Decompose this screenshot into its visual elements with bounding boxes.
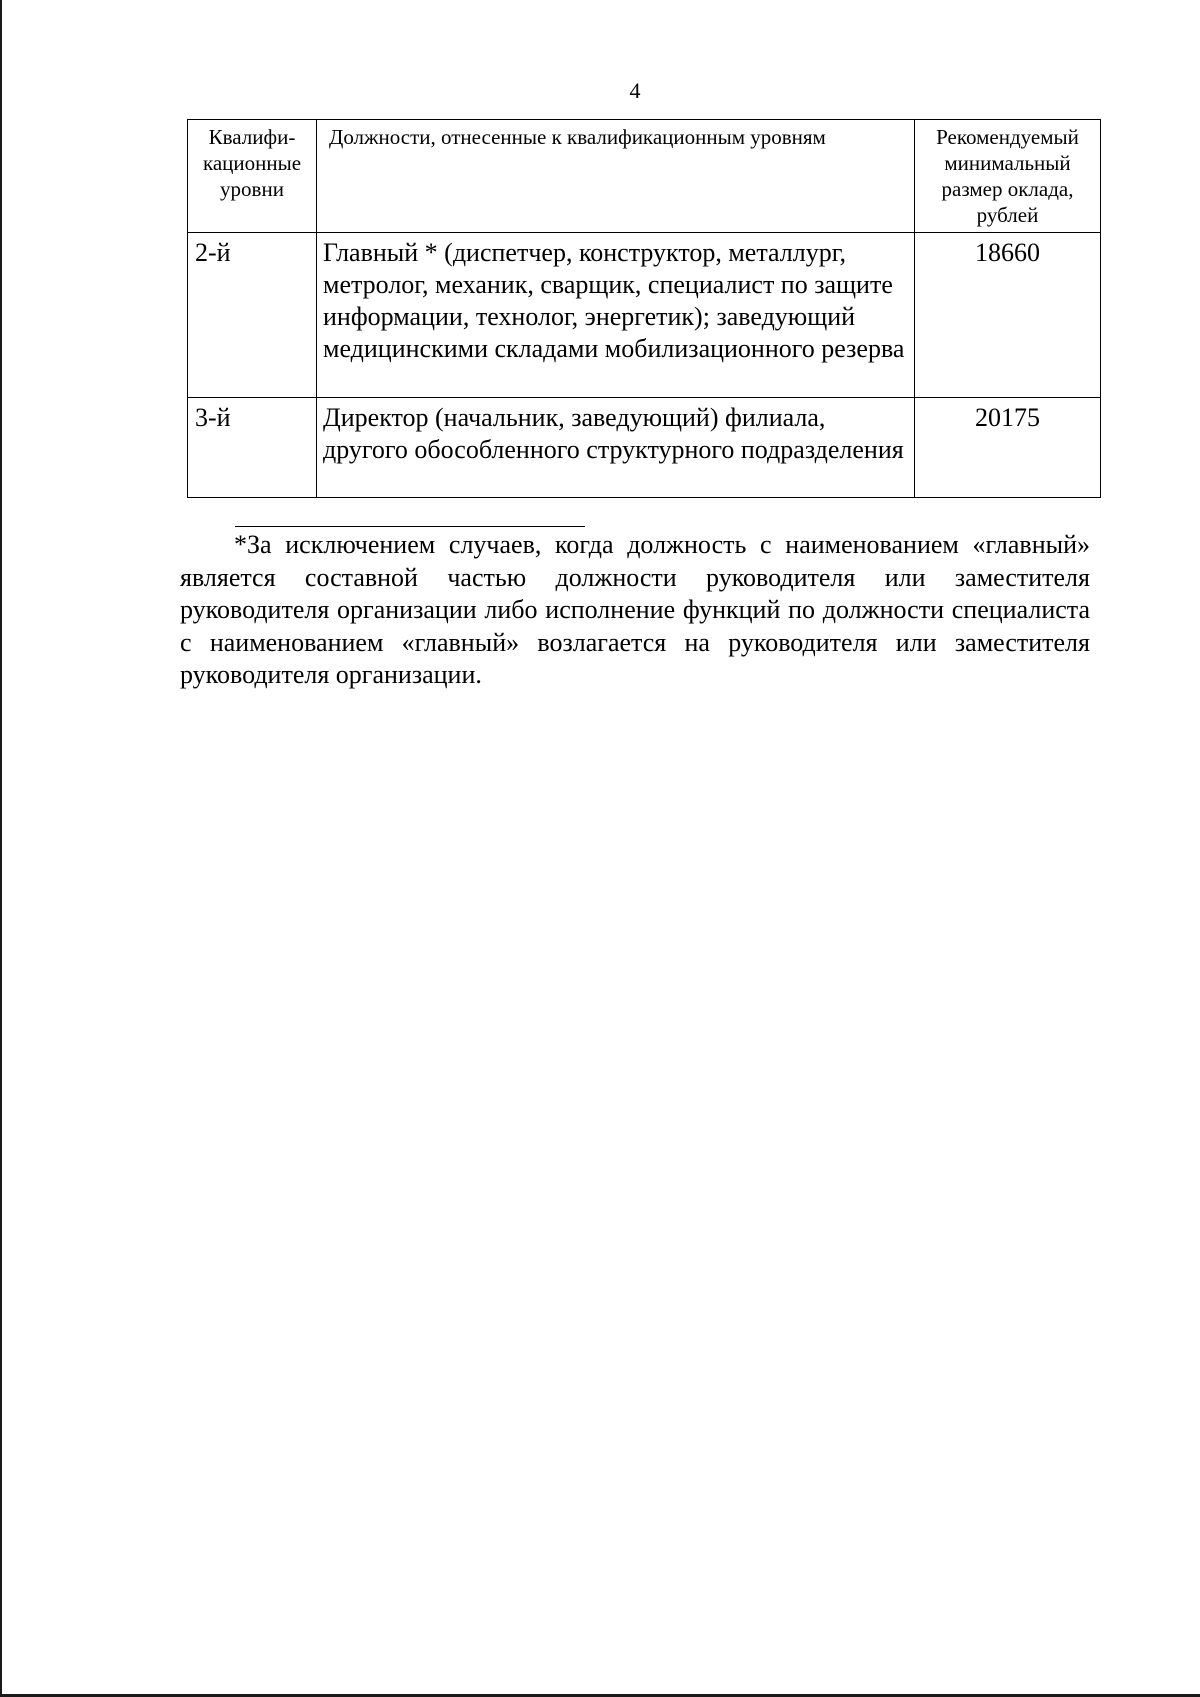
- header-qualification-levels-text: Квалифи- кационные уровни: [202, 125, 302, 201]
- table-row: [188, 233, 1101, 398]
- cell-positions: Главный * (диспетчер, конструктор, металлург, метролог, механик, сварщик, специалист по защите информации, технолог, энергетик); заведующий медицинскими складами мобилизационного резерва: [317, 233, 915, 398]
- header-qualification-levels: [188, 120, 317, 233]
- qualification-levels-table: [187, 119, 1101, 498]
- header-positions: [317, 120, 915, 233]
- footnote-text: *За исключением случаев, когда должность с наименованием «главный» является составной частью должности руководителя или заместителя руководителя организации либо исполнение функций по должности специалиста с наименованием «главный» возлагается на руководителя или заместителя руководителя организации.: [180, 530, 1090, 689]
- cell-salary: 20175: [915, 398, 1101, 498]
- header-salary: [915, 120, 1101, 233]
- header-salary-text: Рекомендуемый минимальный размер оклада, рублей: [936, 125, 1079, 227]
- header-positions-text: Должности, отнесенные к квалификационным уровням: [329, 125, 826, 149]
- table-row: [188, 398, 1101, 498]
- page-number: 4: [629, 78, 641, 103]
- cell-salary: 18660: [915, 233, 1101, 398]
- footnote-separator: [235, 526, 585, 527]
- table-header-row: [188, 120, 1101, 233]
- cell-positions: Директор (начальник, заведующий) филиала, другого обособленного структурного подразделения: [317, 398, 915, 498]
- cell-level: 3-й: [188, 398, 317, 498]
- cell-level: 2-й: [188, 233, 317, 398]
- scan-border-left: [0, 0, 2, 1697]
